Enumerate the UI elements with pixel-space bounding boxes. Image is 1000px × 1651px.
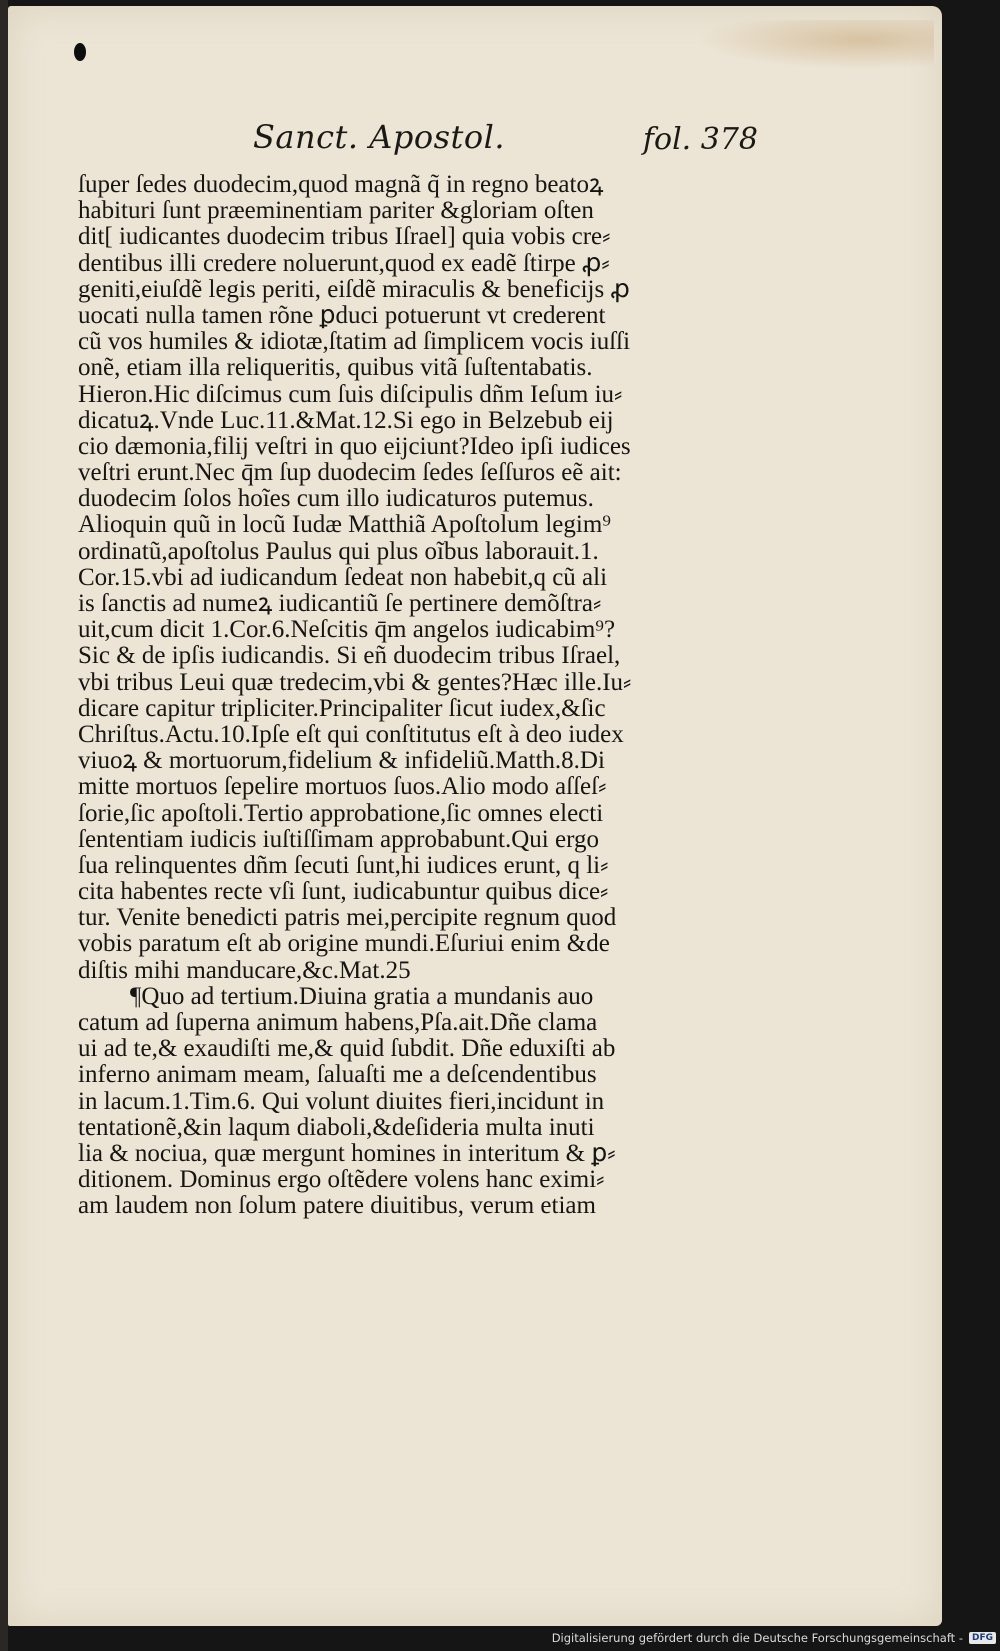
text-line: Hieron.Hic diſcimus cum ſuis diſcipulis dñm Ieſum iu⸗: [78, 381, 623, 408]
book-page: [8, 6, 942, 1626]
text-line: cũ vos humiles & idiotæ,ſtatim ad ſimplicem vocis iuſſi: [78, 329, 631, 356]
text-line: in lacum.1.Tim.6. Qui volunt diuites fieri,incidunt in: [78, 1088, 605, 1115]
text-line: duodecim ſolos hoĩes cum illo iudicaturos putemus.: [78, 486, 594, 513]
text-line: geniti,eiuſdẽ legis periti, eiſdẽ miraculis & beneficijs ꝓ: [78, 276, 630, 303]
text-line: veſtri erunt.Nec q̄m ſup duodecim ſedes ſeſſuros eẽ ait:: [78, 460, 622, 487]
text-line: Cor.15.vbi ad iudicandum ſedeat non habebit,q cũ ali: [78, 564, 608, 591]
text-line: Alioquin quũ in locũ Iudæ Matthiã Apoſtolum legim⁹: [78, 512, 611, 539]
text-line: ſorie,ſic apoſtoli.Tertio approbatione,ſic omnes electi: [78, 800, 604, 827]
text-line: uocati nulla tamen rõne ꝑduci potuerunt vt crederent: [78, 302, 606, 329]
text-line: dit[ iudicantes duodecim tribus Iſrael] quia vobis cre⸗: [78, 224, 611, 251]
digitization-footer: [552, 1629, 996, 1647]
wormhole-mark: [74, 43, 86, 61]
body-text: [78, 172, 728, 1220]
text-line: am laudem non ſolum patere diuitibus, verum etiam: [78, 1193, 596, 1220]
page-stain: [694, 20, 934, 70]
text-line: dicatuꝝ.Vnde Luc.11.&Mat.12.Si ego in Belzebub eij: [78, 407, 614, 434]
text-line: inferno animam meam, ſaluaſti me a deſcendentibus: [78, 1062, 597, 1089]
text-line: Sic & de ipſis iudicandis. Si eñ duodecim tribus Iſrael,: [78, 643, 621, 670]
text-line: ¶Quo ad tertium.Diuina gratia a mundanis auo: [130, 983, 594, 1010]
text-line: ſuper ſedes duodecim,quod magnã q̃ in regno beatoꝝ: [78, 172, 604, 198]
text-line: ditionem. Dominus ergo oſtẽdere volens hanc eximi⸗: [78, 1167, 605, 1194]
text-line: habituri ſunt præeminentiam pariter &gloriam oſten: [78, 198, 594, 225]
text-line: Chriſtus.Actu.10.Ipſe eſt qui conſtitutus eſt à deo iudex: [78, 721, 624, 748]
text-line: ordinatũ,apoſtolus Paulus qui plus oĩbus laborauit.1.: [78, 538, 599, 565]
text-line: lia & nociua, quæ mergunt homines in interitum & ꝑ⸗: [78, 1140, 616, 1167]
text-line: onẽ, etiam illa reliqueritis, quibus vitã ſuſtentabatis.: [78, 355, 593, 382]
text-line: tur. Venite benedicti patris mei,percipite regnum quod: [78, 905, 617, 932]
text-line: dentibus illi credere noluerunt,quod ex eadẽ ſtirpe ꝓ⸗: [78, 250, 610, 277]
text-line: ſententiam iudicis iuſtiſſimam approbabunt.Qui ergo: [78, 826, 599, 853]
text-line: dicare capitur tripliciter.Principaliter ſicut iudex,&ſic: [78, 695, 606, 722]
folio-number: fol. 378: [642, 122, 758, 157]
text-line: viuoꝝ & mortuorum,fidelium & infideliũ.Matth.8.Di: [78, 748, 605, 775]
text-line: vobis paratum eſt ab origine mundi.Eſuriui enim &de: [78, 931, 610, 958]
binding-edge: [0, 0, 8, 1651]
text-line: cita habentes recte vſi ſunt, iudicabuntur quibus dice⸗: [78, 879, 609, 906]
page-header: [68, 116, 758, 166]
text-line: tentationẽ,&in laqum diaboli,&deſideria multa inuti: [78, 1114, 595, 1141]
text-line: diſtis mihi manducare,&c.Mat.25: [78, 957, 411, 984]
text-line: catum ad ſuperna animum habens,Pſa.ait.Dñe clama: [78, 1010, 598, 1036]
text-line: ui ad te,& exaudiſti me,& quid ſubdit. Dñe eduxiſti ab: [78, 1036, 616, 1063]
text-line: uit,cum dicit 1.Cor.6.Neſcitis q̄m angelos iudicabim⁹?: [78, 617, 616, 644]
dfg-logo: DFG: [969, 1632, 996, 1644]
running-head: Sanct. Apostol.: [253, 118, 506, 156]
footer-credit: Digitalisierung gefördert durch die Deutsche Forschungsgemeinschaft -: [551, 1631, 963, 1645]
text-line: vbi tribus Leui quæ tredecim,vbi & gentes?Hæc ille.Iu⸗: [78, 669, 632, 696]
text-line: mitte mortuos ſepelire mortuos ſuos.Alio modo aſſeſ⸗: [78, 774, 607, 801]
text-line: ſua relinquentes dñm ſecuti ſunt,hi iudices erunt, q li⸗: [78, 852, 609, 879]
text-line: is ſanctis ad numeꝝ iudicantiũ ſe pertinere demõſtra⸗: [78, 591, 602, 617]
text-line: cio dæmonia,filij veſtri in quo eijciunt?Ideo ipſi iudices: [78, 433, 631, 460]
